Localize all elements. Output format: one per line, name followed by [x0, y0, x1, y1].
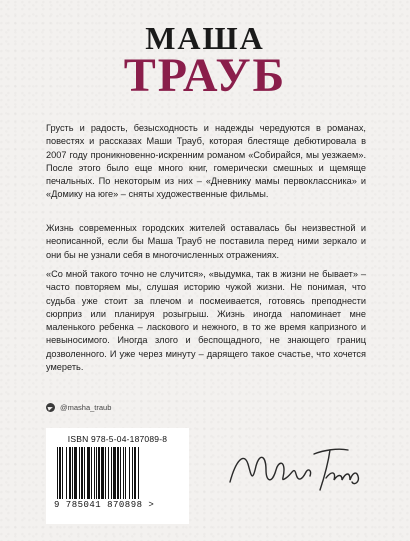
blurb-paragraph-2: Жизнь современных городских жителей оставалась бы неизвестной и неописанной, если бы Маша Трауб не поставила перед ними зеркало и они бы не узнали себя в многочисленных отражениях.	[46, 223, 366, 260]
author-last-name: ТРАУБ	[123, 49, 287, 102]
telegram-icon	[46, 403, 55, 412]
barcode-box	[46, 428, 189, 524]
author-first-name: МАША	[145, 20, 265, 56]
blurb-paragraph-3: «Со мной такого точно не случится», «выдумка, так в жизни не бывает» – часто повторяем мы, слушая историю чужой жизни. Не понимая, что судьба уже стоит за плечом и посмеивается, готовясь преподнести сюрприз или планируя розыгрыш. Жизнь иногда напоминает мне маленького ребенка – ласкового и нежного, в то же время капризного и невыносимого. Иногда злого и беспощадного, не знающего границ дозволенного. И уже через минуту – дарящего такое счастье, что хочется умереть.	[46, 269, 366, 373]
isbn-text: ISBN 978-5-04-187089-8	[67, 434, 168, 444]
blurb-paragraph-1: Грусть и радость, безысходность и надежды чередуются в романах, повестях и рассказах Маши Трауб, которая блестяще дебютировала в 2007 году проникновенно-искренним романом «Собирайся, мы уезжаем». После этого было еще много книг, гомерически смешных и щемяще печальных. По некоторым из них – «Дневнику мамы первоклассника» и «Домику на юге» – сняты художественные фильмы.	[46, 123, 366, 200]
social-handle[interactable]	[46, 403, 111, 412]
social-handle-text: @masha_traub	[60, 403, 112, 412]
barcode-bars	[55, 447, 181, 499]
barcode-number: 9 785041 870898 >	[54, 500, 155, 510]
author-signature	[222, 430, 372, 510]
